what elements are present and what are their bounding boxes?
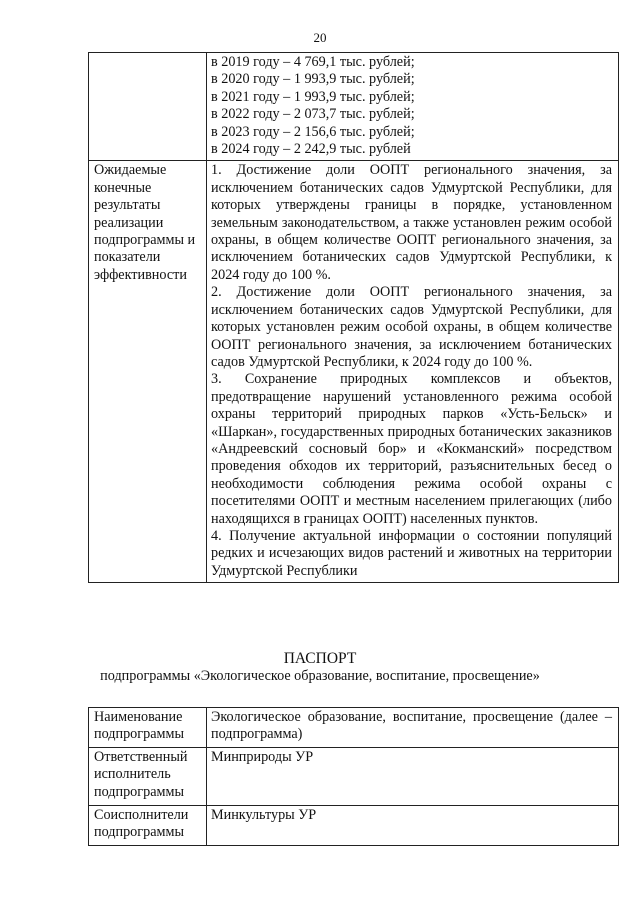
row-label-name: Наименование подпрограммы [89, 708, 207, 748]
table-row [89, 708, 619, 748]
funding-line-2020: в 2020 году – 1 993,9 тыс. рублей; [211, 71, 415, 88]
result-item-3: 3. Сохранение природных комплексов и объектов, предотвращение нарушений установленного режима особой охраны территорий природных парков «Усть-Бельск» и «Шаркан», государственных природных ботанических заказников «Андреевский сосновый бор» и «Кокманский» посредством проведения обходов их территорий, разъяснительных бесед о необходимости соблюдения режима особой охраны с посетителями ООПТ и местным населением прилегающих (либо находящихся в границах ООПТ) населенных пунктов. [211, 371, 612, 527]
table-row [89, 806, 619, 846]
funding-label-cell [89, 53, 207, 161]
funding-line-2023: в 2023 году – 2 156,6 тыс. рублей; [211, 123, 415, 140]
education-subprogram-passport-table [88, 707, 619, 846]
subprogram-passport-table-continued [88, 52, 619, 583]
row-value-name: Экологическое образование, воспитание, просвещение (далее – подпрограмма) [207, 708, 619, 748]
results-label: Ожидаемые конечные результаты реализации подпрограммы и показатели эффективности [89, 161, 207, 583]
row-label-responsible: Ответственный исполнитель подпрограммы [89, 748, 207, 806]
page-number: 20 [313, 30, 327, 45]
row-value-responsible: Минприроды УР [207, 748, 619, 806]
funding-line-2024: в 2024 году – 2 242,9 тыс. рублей [211, 141, 411, 158]
table-row-results [89, 161, 619, 583]
funding-line-2022: в 2022 году – 2 073,7 тыс. рублей; [211, 106, 415, 123]
funding-values-cell [207, 53, 619, 161]
table-row [89, 748, 619, 806]
result-item-4: 4. Получение актуальной информации о состоянии популяций редких и исчезающих видов растений и животных на территории Удмуртской Республики [211, 527, 612, 579]
row-label-coexecutors: Соисполнители подпрограммы [89, 806, 207, 846]
results-cell [207, 161, 619, 583]
passport-title: ПАСПОРТ [283, 650, 357, 667]
result-item-1: 1. Достижение доли ООПТ регионального значения, за исключением ботанических садов Удмуртской Республики, для которых утверждены границы в порядке, установленном земельным законодательством, а также установлен режим особой охраны, в общем количестве ООПТ регионального значения, за исключением ботанических садов Удмуртской Республики, к 2024 году до 100 %. [211, 162, 612, 283]
funding-line-2021: в 2021 году – 1 993,9 тыс. рублей; [211, 88, 415, 105]
row-value-coexecutors: Минкультуры УР [207, 806, 619, 846]
funding-line-2019: в 2019 году – 4 769,1 тыс. рублей; [211, 54, 415, 70]
passport-subtitle: подпрограммы «Экологическое образование, воспитание, просвещение» [100, 668, 540, 684]
result-item-2: 2. Достижение доли ООПТ регионального значения, за исключением ботанических садов Удмуртской Республики, для которых установлен режим особой охраны, в общем количестве ООПТ регионального значения, за исключением ботанических садов Удмуртской Республики, к 2024 году до 100 %. [211, 284, 612, 370]
table-row-funding [89, 53, 619, 161]
